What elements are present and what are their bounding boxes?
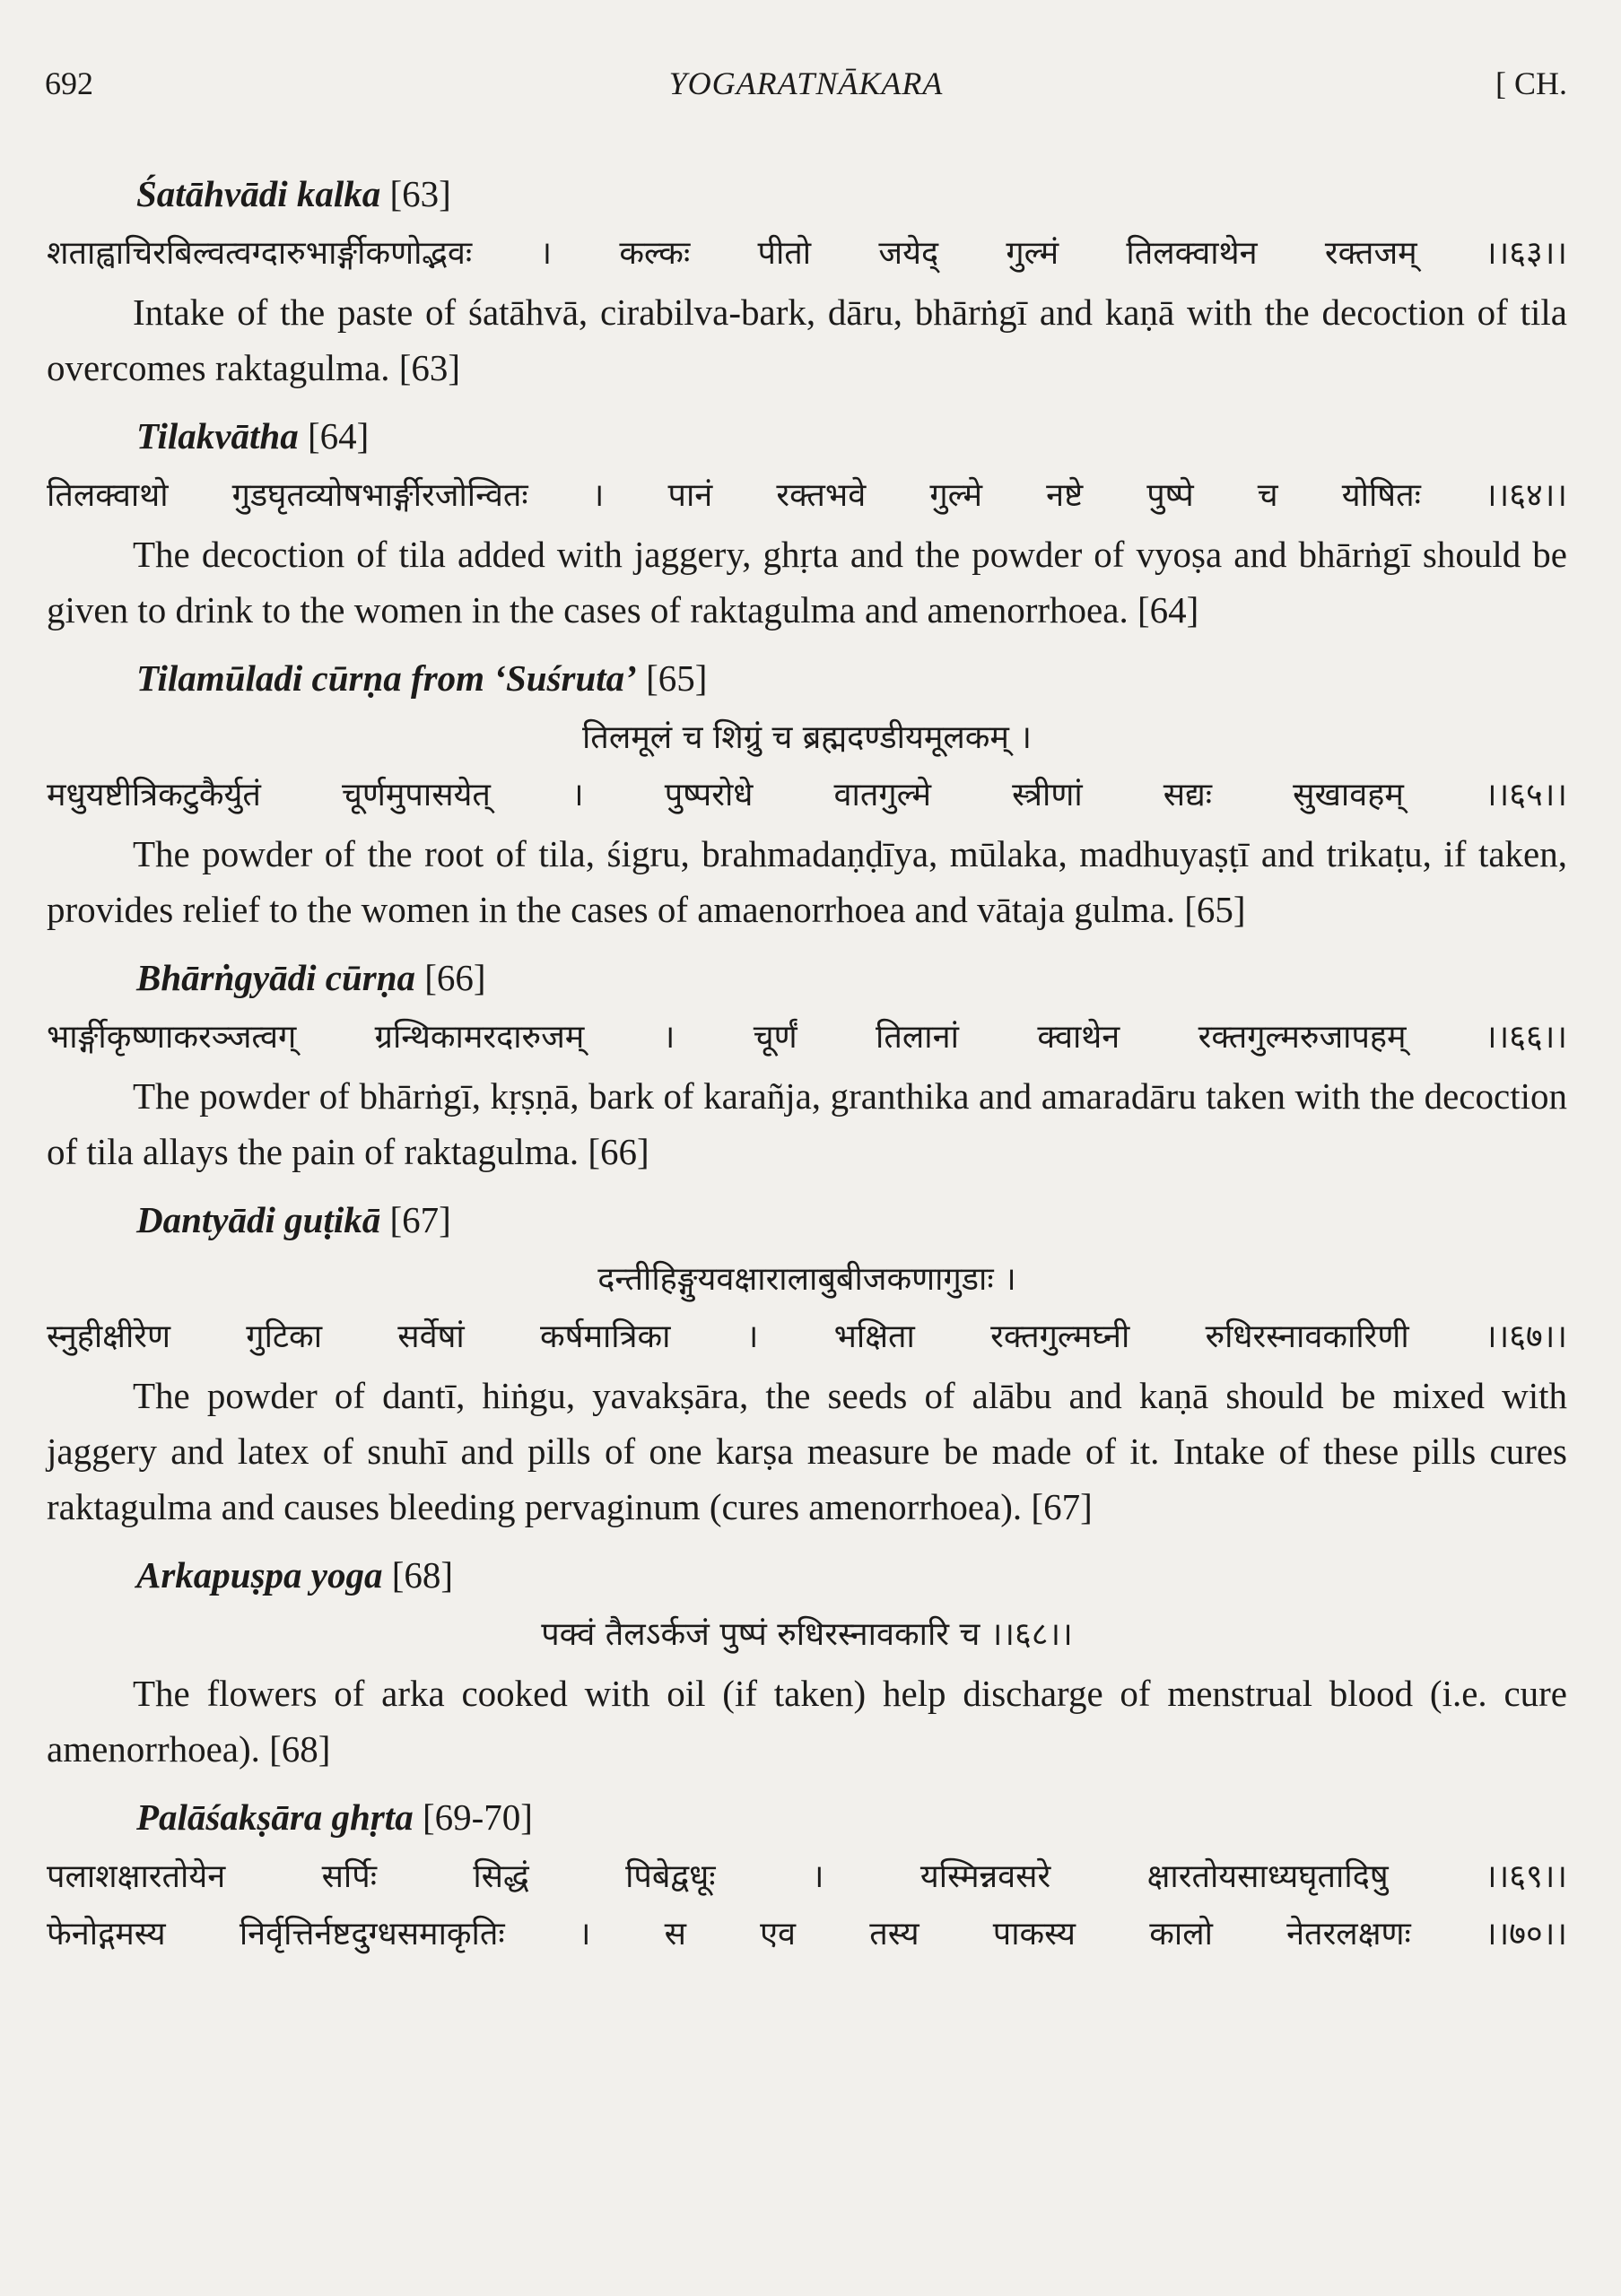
section-heading: Bhārṅgyādi cūrṇa [66] bbox=[136, 957, 486, 998]
english-translation: Intake of the paste of śatāhvā, cirabilva-bark, dāru, bhārṅgī and kaṇā with the decoction of tila overcomes raktagulma. [63] bbox=[47, 291, 1567, 388]
sanskrit-verse: भार्ङ्गीकृष्णाकरञ्जत्वग् ग्रन्थिकामरदारुजम् । चूर्णं तिलानां क्वाथेन रक्तगुल्मरुजापहम् ।।६६।। bbox=[47, 1019, 1567, 1056]
chapter-marker: [ CH. bbox=[1495, 65, 1567, 101]
sanskrit-verse: मधुयष्टीत्रिकटुकैर्युतं चूर्णमुपासयेत् । पुष्परोधे वातगुल्मे स्त्रीणां सद्यः सुखावहम् ।।६५।। bbox=[47, 777, 1567, 813]
section-69-70 bbox=[47, 1789, 1567, 1961]
page-number: 692 bbox=[45, 65, 93, 101]
section-68 bbox=[47, 1547, 1567, 1777]
section-heading: Śatāhvādi kalka [63] bbox=[136, 173, 451, 214]
sanskrit-verse: फेनोद्गमस्य निर्वृत्तिर्नष्टदुग्धसमाकृतिः । स एव तस्य पाकस्य कालो नेतरलक्षणः ।।७०।। bbox=[47, 1916, 1567, 1952]
sanskrit-verse: तिलमूलं च शिग्रुं च ब्रह्मदण्डीयमूलकम् । bbox=[581, 719, 1033, 756]
sanskrit-verse: स्नुहीक्षीरेण गुटिका सर्वेषां कर्षमात्रिका । भक्षिता रक्तगुल्मघ्नी रुधिरस्नावकारिणी ।।६७।। bbox=[47, 1318, 1567, 1355]
english-translation: The decoction of tila added with jaggery, ghṛta and the powder of vyoṣa and bhārṅgī should be given to drink to the women in the cases of raktagulma and amenorrhoea. [64] bbox=[47, 534, 1567, 631]
section-heading: Arkapuṣpa yoga [68] bbox=[136, 1554, 454, 1596]
sanskrit-verse: दन्तीहिङ्गुयवक्षारालाबुबीजकणागुडाः । bbox=[597, 1261, 1016, 1298]
page-body bbox=[47, 166, 1567, 1965]
section-67 bbox=[47, 1192, 1567, 1535]
section-64 bbox=[47, 408, 1567, 638]
section-63 bbox=[47, 166, 1567, 396]
section-66 bbox=[47, 950, 1567, 1179]
section-heading: Dantyādi guṭikā [67] bbox=[136, 1199, 451, 1240]
english-translation: The flowers of arka cooked with oil (if taken) help discharge of menstrual blood (i.e. cure amenorrhoea). [68] bbox=[47, 1673, 1567, 1770]
sanskrit-verse: पलाशक्षारतोयेन सर्पिः सिद्धं पिबेद्वधूः । यस्मिन्नवसरे क्षारतोयसाध्यघृतादिषु ।।६९।। bbox=[47, 1858, 1567, 1895]
sanskrit-verse: तिलक्वाथो गुडघृतव्योषभार्ङ्गीरजोन्वितः । पानं रक्तभवे गुल्मे नष्टे पुष्पे च योषितः ।।६४।। bbox=[47, 477, 1567, 514]
section-heading: Tilakvātha [64] bbox=[136, 415, 370, 457]
sanskrit-verse: शताह्वाचिरबिल्वत्वग्दारुभार्ङ्गीकणोद्भवः । कल्कः पीतो जयेद् गुल्मं तिलक्वाथेन रक्तजम् ।।६३।। bbox=[47, 235, 1567, 272]
english-translation: The powder of the root of tila, śigru, brahmadaṇḍīya, mūlaka, madhuyaṣṭī and trikaṭu, if taken, provides relief to the women in the cases of amaenorrhoea and vātaja gulma. [65] bbox=[47, 833, 1567, 930]
english-translation: The powder of dantī, hiṅgu, yavakṣāra, the seeds of alābu and kaṇā should be mixed with jaggery and latex of snuhī and pills of one karṣa measure be made of it. Intake of these pills cures raktagulma and causes bleeding pervaginum (cures amenorrhoea). [67] bbox=[47, 1375, 1567, 1527]
section-65 bbox=[47, 650, 1567, 937]
sanskrit-verse: पक्वं तैलऽर्कजं पुष्पं रुधिरस्नावकारि च ।।६८।। bbox=[541, 1616, 1073, 1653]
section-heading: Palāśakṣāra ghṛta [69-70] bbox=[136, 1796, 533, 1838]
running-header bbox=[45, 65, 1567, 109]
section-heading: Tilamūladi cūrṇa from ‘Suśruta’ [65] bbox=[136, 657, 708, 699]
running-title: YOGARATNĀKARA bbox=[668, 65, 944, 101]
english-translation: The powder of bhārṅgī, kṛṣṇā, bark of karañja, granthika and amaradāru taken with the decoction of tila allays the pain of raktagulma. [66] bbox=[47, 1075, 1567, 1172]
